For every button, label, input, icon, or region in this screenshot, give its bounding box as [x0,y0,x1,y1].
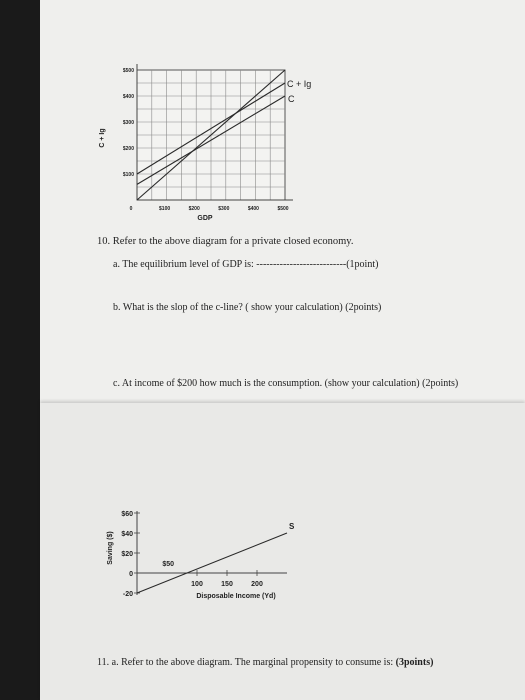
y-tick-label: -20 [122,591,133,598]
saving-line [137,533,287,593]
question-10-intro: 10. Refer to the above diagram for a private closed economy. [97,236,354,247]
x-tick-label: 200 [251,581,263,588]
x-tick-label: 100 [191,581,203,588]
y-tick-label: 0 [129,571,133,578]
consumption-chart [40,0,525,240]
y-axis-label: C + Ig [99,128,106,148]
saving-line-label: S [289,522,295,531]
x-tick-label: 0 [129,206,133,212]
question-10c: c. At income of $200 how much is the consumption. (show your calculation) (2points) [113,378,459,389]
y-tick-label: $200 [122,146,134,152]
x-tick-label: 150 [221,581,233,588]
y-tick-label: $400 [122,94,134,100]
worksheet-page-top [40,0,525,405]
question-11a [97,657,433,668]
y-tick-label: $300 [122,120,134,126]
question-10a: a. The equilibrium level of GDP is: ---------------------------(1point) [113,259,379,270]
y-tick-label: $40 [121,531,133,538]
y-tick-label: $100 [122,172,134,178]
x-tick-label: $300 [218,206,230,212]
annotation-label: $50 [162,561,175,568]
c-plus-ig-label: C + Ig [287,79,312,89]
x-tick-label: $200 [188,206,200,212]
x-axis-label: Disposable Income (Yd) [196,593,276,600]
x-tick-label: $100 [159,206,171,212]
x-tick-label: $400 [247,206,259,212]
y-tick-label: $500 [122,68,134,74]
y-tick-label: $60 [121,511,133,518]
x-tick-label: $500 [277,206,289,212]
question-11a-text: 11. a. Refer to the above diagram. The marginal propensity to consume is: [97,657,396,668]
c-label: C [288,94,295,104]
worksheet-page-bottom [40,403,525,700]
x-axis-label: GDP [197,215,213,222]
y-axis-label: Saving ($) [107,531,114,565]
y-tick-label: $20 [121,551,133,558]
question-11a-points: (3points) [395,657,434,668]
question-10b: b. What is the slop of the c-line? ( show your calculation) (2points) [113,302,382,313]
